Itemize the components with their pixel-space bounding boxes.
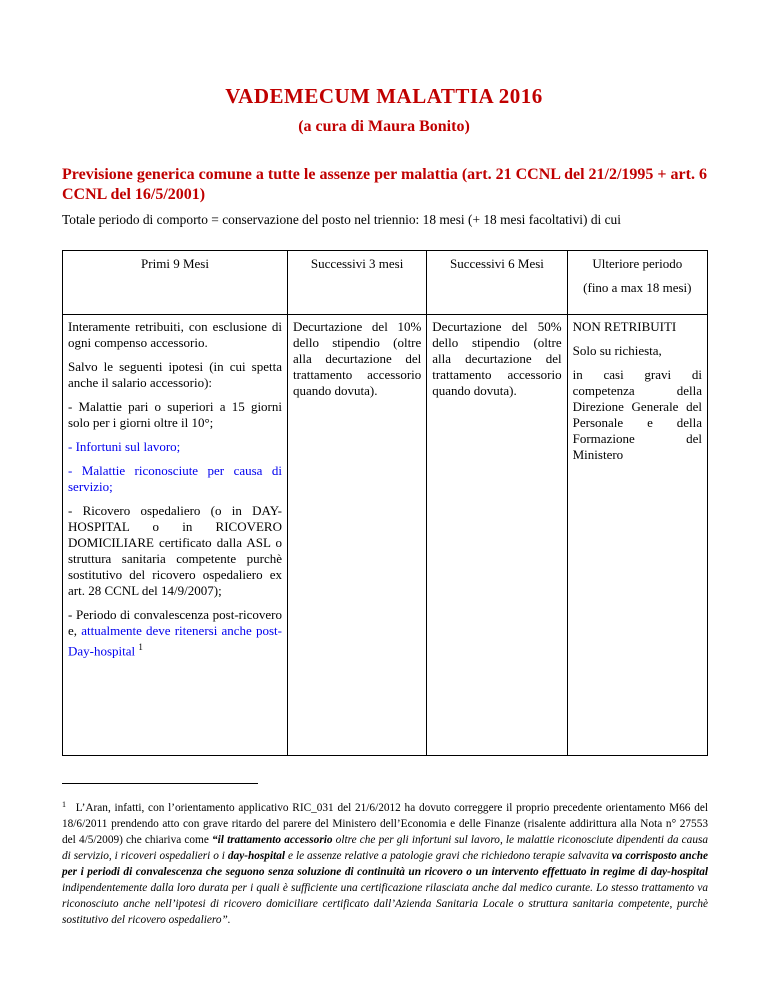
cell-next-3-months: Decurtazione del 10% dello stipendio (oltre alla decurtazione del trattamento accessorio quando dovuta).: [288, 315, 427, 756]
footnote-text: indipendentemente dalla loro durata per i quali è sufficiente una certificazione rilasciata anche dal medico curante. Lo stesso trattamento va riconosciuto anche nell’ipotesi di ricovero domiciliare certificato dall’Azienda Sanitaria Locale o struttura sanitaria competente, purchè sostitutivo del ricovero ospedaliero”.: [62, 882, 708, 926]
footnote-text: oltre che per gli infortuni sul lavoro, le malattie riconosciute dipendenti da causa di servizio, i ricoveri ospedalieri o i: [62, 834, 709, 862]
col1-paragraph: Interamente retribuiti, con esclusione di ogni compenso accessorio.: [68, 319, 282, 350]
footnote-text: va corrisposto anche per i periodi di convalescenza che seguono senza soluzione di continuità un ricovero o un intervento effettuato in regime di day-hospital: [62, 850, 709, 878]
footnote-text: L’Aran, infatti, con l’orientamento applicativo RIC_031 del 21/6/2012 ha dovuto correggere il proprio precedente orientamento M66 del 18/6/2011 prendendo atto con grave ritardo del parere del Ministero dell’Economia e delle Finanze (risalente addirittura alla Nota n° 27553 del 4/5/2009) che chiariva come: [62, 802, 708, 846]
col1-paragraph: - Ricovero ospedaliero (o in DAY-HOSPITAL o in RICOVERO DOMICILIARE certificato dalla ASL o struttura sanitaria competente purchè sostitutivo del ricovero ospedaliero ex art. 28 CCNL del 14/9/2007);: [68, 503, 282, 598]
col1-paragraph: - Malattie pari o superiori a 15 giorni solo per i giorni oltre il 10°;: [68, 399, 282, 430]
col1-paragraph: Salvo le seguenti ipotesi (in cui spetta anche il salario accessorio):: [68, 359, 282, 390]
col1-paragraph: - Infortuni sul lavoro;: [68, 439, 181, 454]
col1-convalescence-text: - Periodo di convalescenza post-ricovero e,: [68, 607, 282, 638]
table-body-row: [63, 315, 708, 756]
header-first-9-months: Primi 9 Mesi: [63, 251, 288, 315]
footnote-marker: 1: [62, 800, 66, 809]
footnote-ref[interactable]: 1: [138, 642, 143, 652]
col4-paragraph: Solo su richiesta,: [572, 343, 662, 358]
col1-paragraph: - Malattie riconosciute per causa di servizio;: [68, 463, 282, 494]
header-further-period-note: (fino a max 18 mesi): [583, 280, 692, 295]
footnote-text: day-hospital: [227, 850, 286, 862]
page-title: VADEMECUM MALATTIA 2016: [225, 84, 543, 108]
cell-first-9-months: [63, 315, 288, 756]
col1-paragraph: [68, 607, 282, 659]
footnote-text: e le assenze relative a patologie gravi che richiedono terapie salvavita: [285, 850, 612, 862]
cell-next-6-months: Decurtazione del 50% dello stipendio (oltre alla decurtazione del trattamento accessorio quando dovuta).: [427, 315, 567, 756]
footnote: [62, 800, 708, 928]
footnote-divider: [62, 783, 258, 784]
col4-paragraph: in casi gravi di competenza della Direzione Generale del Personale e della Formazione del Ministero: [572, 367, 702, 462]
page-subtitle: (a cura di Maura Bonito): [298, 118, 470, 135]
col4-paragraph: NON RETRIBUITI: [572, 319, 677, 334]
header-further-period-label: Ulteriore periodo: [592, 256, 683, 271]
cell-further-period: [567, 315, 707, 756]
footnote-text: “il trattamento accessorio: [212, 834, 333, 846]
intro-text: Totale periodo di comporto = conservazione del posto nel triennio: 18 mesi (+ 18 mesi facoltativi) di cui: [62, 212, 621, 227]
header-further-period: [567, 251, 707, 315]
table-header-row: [63, 251, 708, 315]
col1-convalescence-highlight: attualmente deve ritenersi anche post-Day-hospital: [68, 623, 282, 659]
header-next-3-months: Successivi 3 mesi: [288, 251, 427, 315]
section-heading: Previsione generica comune a tutte le assenze per malattia (art. 21 CCNL del 21/2/1995 + art. 6 CCNL del 16/5/2001): [62, 166, 707, 203]
header-next-6-months: Successivi 6 Mesi: [427, 251, 567, 315]
leave-periods-table: [62, 250, 708, 756]
